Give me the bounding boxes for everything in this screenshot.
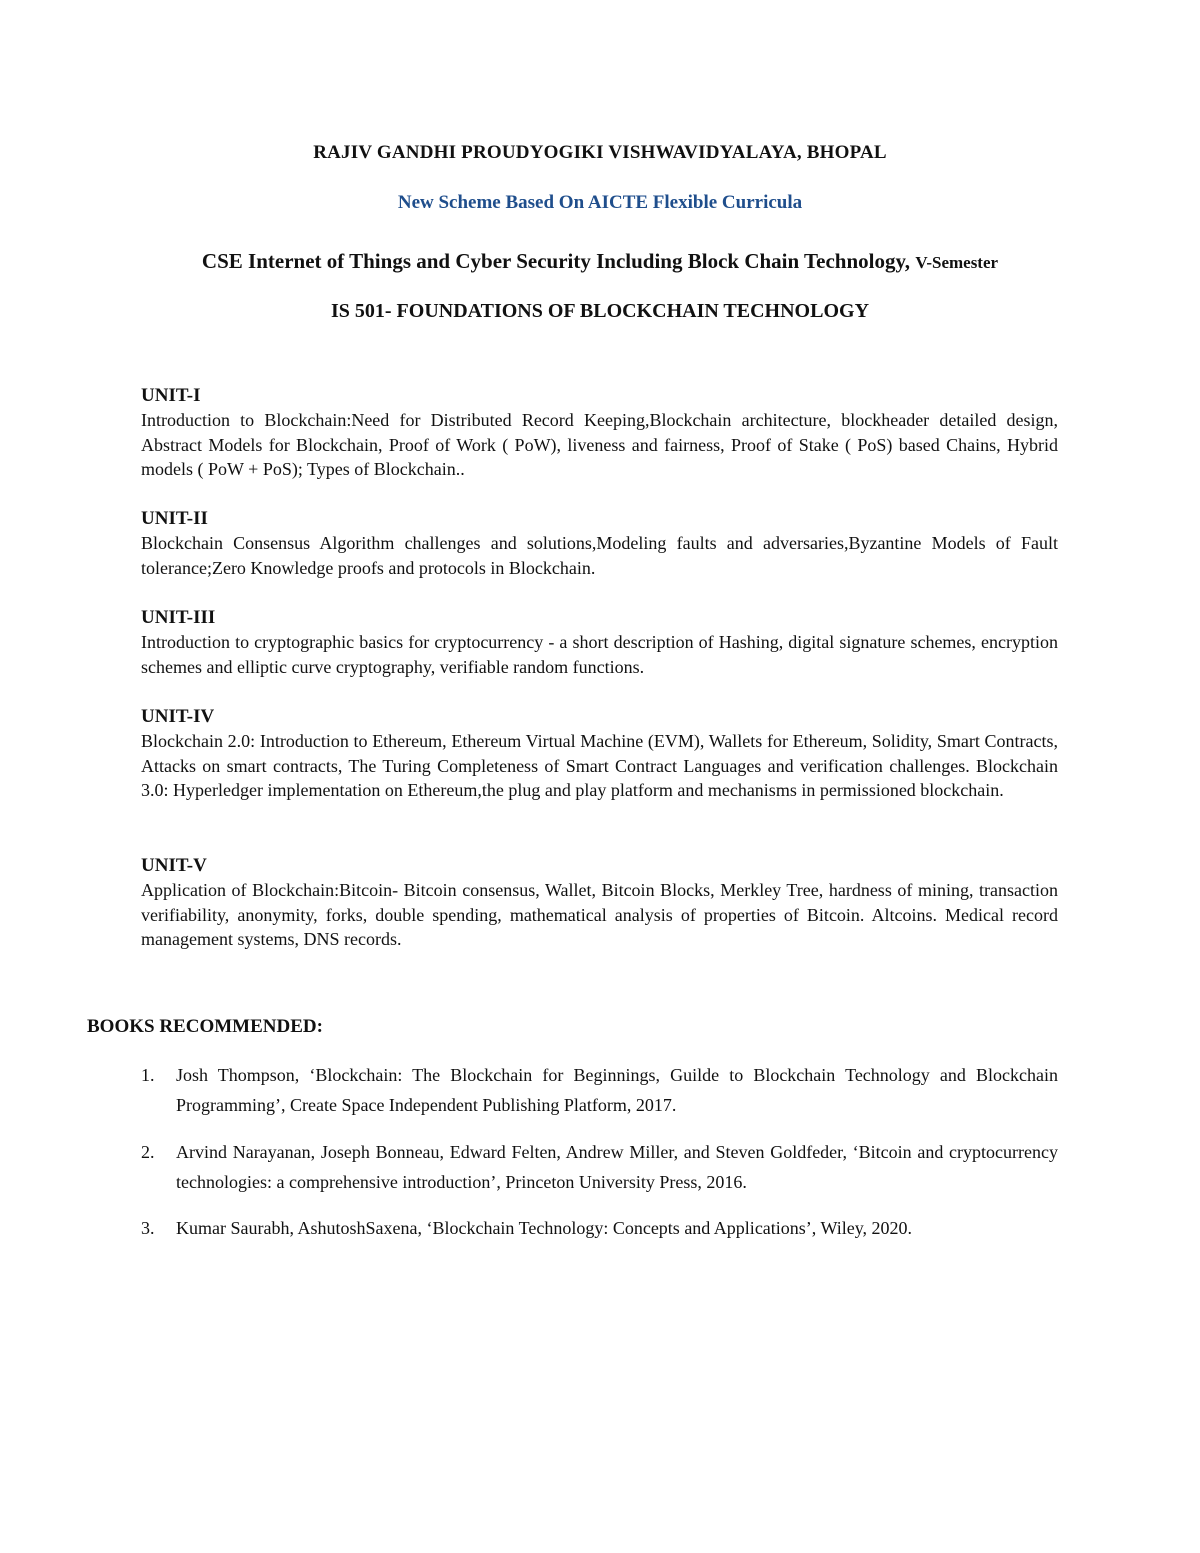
- unit-section: [141, 854, 1058, 952]
- unit-title: UNIT-V: [141, 855, 207, 876]
- book-item: [141, 1137, 1058, 1197]
- unit-section: [141, 384, 1058, 482]
- unit-title: UNIT-II: [141, 508, 208, 529]
- book-number: 1.: [141, 1065, 155, 1085]
- unit-content: Introduction to cryptographic basics for cryptocurrency - a short description of Hashing, digital signature schemes, encryption schemes and elliptic curve cryptography, verifiable random functions.: [141, 632, 1058, 677]
- book-citation: Kumar Saurabh, AshutoshSaxena, ‘Blockchain Technology: Concepts and Applications’, Wiley, 2020.: [176, 1218, 913, 1238]
- unit-section: [141, 507, 1058, 580]
- scheme-title: New Scheme Based On AICTE Flexible Curricula: [397, 192, 803, 213]
- unit-content: Introduction to Blockchain:Need for Distributed Record Keeping,Blockchain architecture, blockheader detailed design, Abstract Models for Blockchain, Proof of Work ( PoW), liveness and fairness, Proof of Stake ( PoS) based Chains, Hybrid models ( PoW + PoS); Types of Blockchain..: [141, 410, 1058, 479]
- books-heading: BOOKS RECOMMENDED:: [87, 1016, 323, 1037]
- unit-content: Blockchain Consensus Algorithm challenges and solutions,Modeling faults and adversaries,Byzantine Models of Fault tolerance;Zero Knowledge proofs and protocols in Blockchain.: [141, 533, 1058, 578]
- unit-section: [141, 606, 1058, 679]
- university-name: RAJIV GANDHI PROUDYOGIKI VISHWAVIDYALAYA, BHOPAL: [313, 142, 887, 163]
- book-item: [141, 1060, 1058, 1120]
- book-number: 3.: [141, 1218, 155, 1238]
- unit-title: UNIT-III: [141, 607, 216, 628]
- program-title: [0, 249, 1200, 274]
- unit-title: UNIT-I: [141, 385, 201, 406]
- book-citation: Arvind Narayanan, Joseph Bonneau, Edward Felten, Andrew Miller, and Steven Goldfeder, ‘Bitcoin and cryptocurrency technologies: a comprehensive introduction’, Princeton University Press, 2016.: [176, 1142, 1058, 1192]
- unit-content: Application of Blockchain:Bitcoin- Bitcoin consensus, Wallet, Bitcoin Blocks, Merkley Tree, hardness of mining, transaction verifiability, anonymity, forks, double spending, mathematical analysis of properties of Bitcoin. Altcoins. Medical record management systems, DNS records.: [141, 880, 1058, 949]
- book-number: 2.: [141, 1142, 155, 1162]
- book-item: [141, 1213, 1058, 1243]
- course-title: IS 501- FOUNDATIONS OF BLOCKCHAIN TECHNOLOGY: [330, 300, 870, 322]
- unit-title: UNIT-IV: [141, 706, 215, 727]
- book-citation: Josh Thompson, ‘Blockchain: The Blockchain for Beginnings, Guilde to Blockchain Technology and Blockchain Programming’, Create Space Independent Publishing Platform, 2017.: [176, 1065, 1058, 1115]
- program-name: CSE Internet of Things and Cyber Security Including Block Chain Technology,: [201, 249, 911, 273]
- unit-content: Blockchain 2.0: Introduction to Ethereum, Ethereum Virtual Machine (EVM), Wallets for Ethereum, Solidity, Smart Contracts, Attacks on smart contracts, The Turing Completeness of Smart Contract Languages and verification challenges. Blockchain 3.0: Hyperledger implementation on Ethereum,the plug and play platform and mechanisms in permissioned blockchain.: [141, 731, 1058, 800]
- semester-label: V-Semester: [915, 253, 999, 272]
- unit-section: [141, 705, 1058, 803]
